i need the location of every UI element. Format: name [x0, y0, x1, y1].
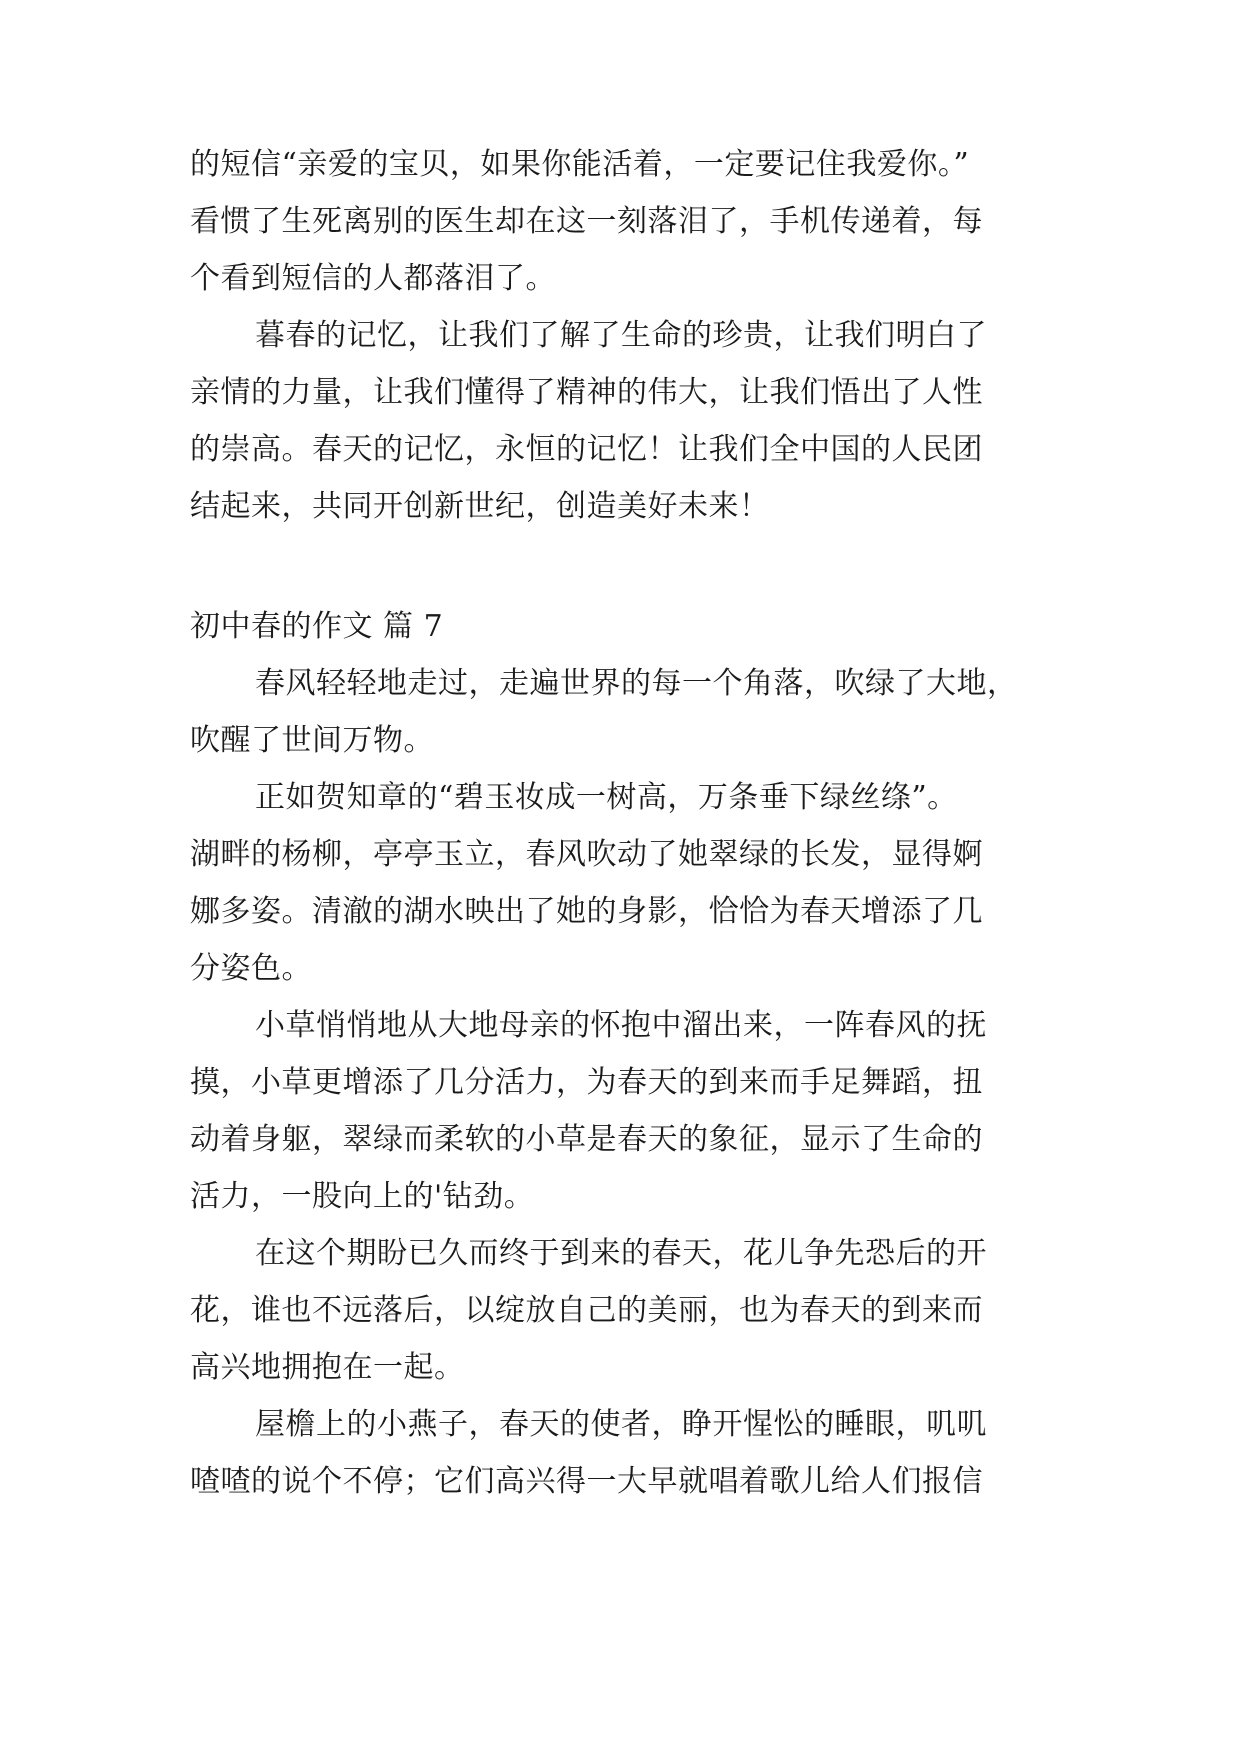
text-line: 喳喳的说个不停；它们高兴得一大早就唱着歌儿给人们报信: [190, 1464, 983, 1499]
text-line: 小草悄悄地从大地母亲的怀抱中溜出来，一阵春风的抚: [255, 1008, 987, 1043]
text-line: 吹醒了世间万物。: [190, 723, 434, 758]
text-line: 活力，一股向上的'钻劲。: [190, 1179, 535, 1214]
text-line: 动着身躯，翠绿而柔软的小草是春天的象征，显示了生命的: [190, 1122, 983, 1157]
text-line: 摸，小草更增添了几分活力，为春天的到来而手足舞蹈，扭: [190, 1065, 983, 1100]
text-line: 湖畔的杨柳，亭亭玉立，春风吹动了她翠绿的长发，显得婀: [190, 837, 983, 872]
text-line: 暮春的记忆，让我们了解了生命的珍贵，让我们明白了: [255, 318, 987, 353]
section-heading: 初中春的作文 篇 7: [190, 609, 444, 644]
text-line: 结起来，共同开创新世纪，创造美好未来！: [190, 489, 770, 524]
text-line: 看惯了生死离别的医生却在这一刻落泪了，手机传递着，每: [190, 204, 983, 239]
text-line: 春风轻轻地走过，走遍世界的每一个角落，吹绿了大地，: [255, 666, 1018, 701]
text-line: 高兴地拥抱在一起。: [190, 1350, 465, 1385]
text-line: 屋檐上的小燕子，春天的使者，睁开惺忪的睡眼，叽叽: [255, 1407, 987, 1442]
text-line: 分姿色。: [190, 951, 312, 986]
text-line: 正如贺知章的“碧玉妆成一树高，万条垂下绿丝绦”。: [255, 780, 958, 815]
text-line: 在这个期盼已久而终于到来的春天，花儿争先恐后的开: [255, 1236, 987, 1271]
text-line: 花，谁也不远落后，以绽放自己的美丽，也为春天的到来而: [190, 1293, 983, 1328]
text-line: 的崇高。春天的记忆，永恒的记忆！让我们全中国的人民团: [190, 432, 983, 467]
text-line: 娜多姿。清澈的湖水映出了她的身影，恰恰为春天增添了几: [190, 894, 983, 929]
text-line: 个看到短信的人都落泪了。: [190, 261, 556, 296]
text-line: 亲情的力量，让我们懂得了精神的伟大，让我们悟出了人性: [190, 375, 983, 410]
text-line: 的短信“亲爱的宝贝，如果你能活着，一定要记住我爱你。”: [190, 147, 970, 182]
